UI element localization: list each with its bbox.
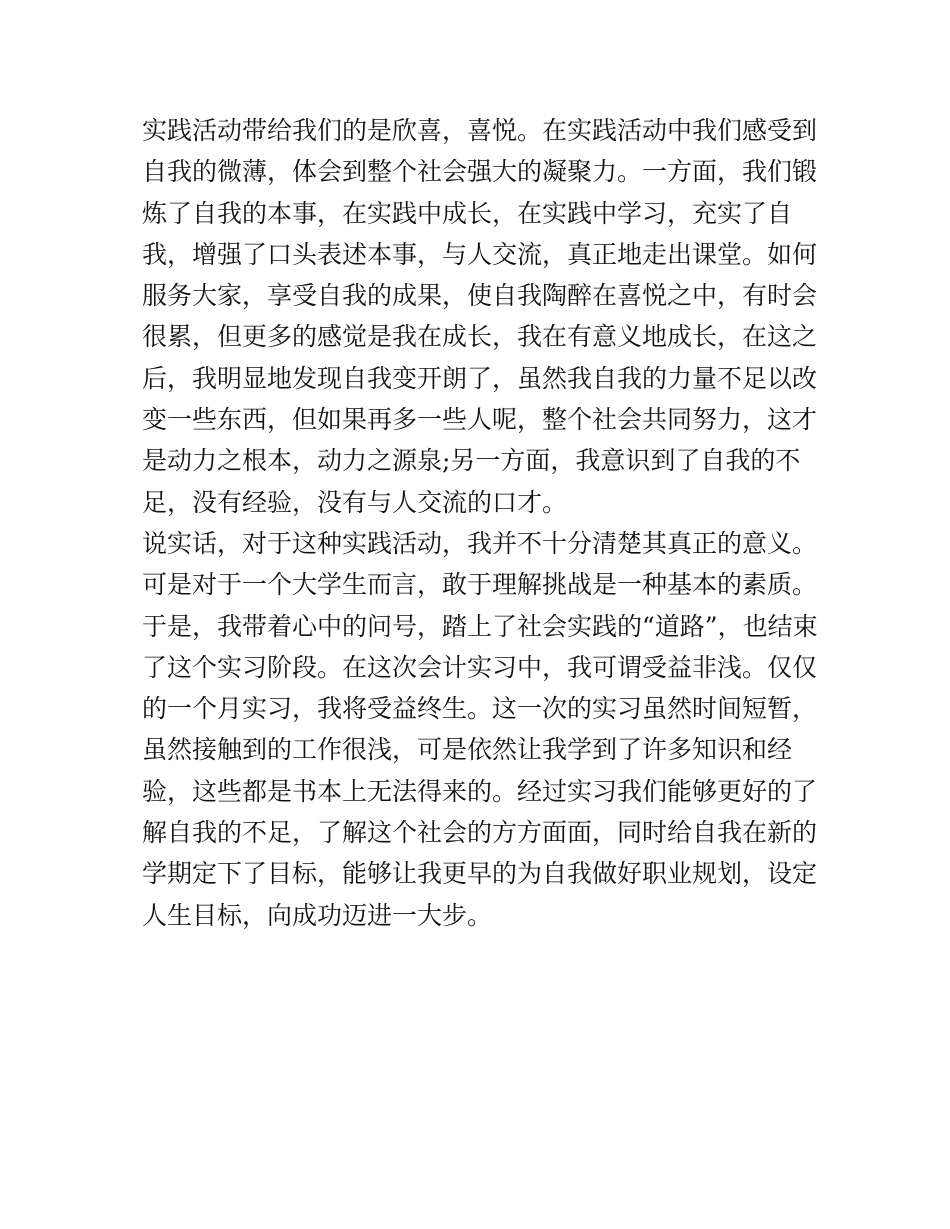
- text-line: 是动力之根本，动力之源泉;另一方面，我意识到了自我的不: [142, 446, 801, 476]
- text-line: 说实话，对于这种实践活动，我并不十分清楚其真正的意义。: [142, 528, 818, 558]
- text-line: 后，我明显地发现自我变开朗了，虽然我自我的力量不足以改: [142, 363, 818, 393]
- text-line: 服务大家，享受自我的成果，使自我陶醉在喜悦之中，有时会: [142, 281, 818, 311]
- text-line: 我，增强了口头表述本事，与人交流，真正地走出课堂。如何: [142, 239, 818, 269]
- text-line: 验，这些都是书本上无法得来的。经过实习我们能够更好的了: [142, 776, 818, 806]
- text-line: 实践活动带给我们的是欣喜，喜悦。在实践活动中我们感受到: [142, 116, 818, 145]
- text-line: 的一个月实习，我将受益终生。这一次的实习虽然时间短暂，: [142, 694, 818, 724]
- text-line: 足，没有经验，没有与人交流的口才。: [142, 487, 568, 517]
- text-line: 可是对于一个大学生而言，敢于理解挑战是一种基本的素质。: [142, 570, 818, 600]
- document-body: [142, 110, 818, 936]
- text-line: 变一些东西，但如果再多一些人呢，整个社会共同努力，这才: [142, 405, 818, 435]
- text-line: 解自我的不足，了解这个社会的方方面面，同时给自我在新的: [142, 818, 818, 848]
- text-line: 炼了自我的本事，在实践中成长，在实践中学习，充实了自: [142, 198, 793, 228]
- text-line: 于是，我带着心中的问号，踏上了社会实践的“道路”，也结束: [142, 611, 818, 641]
- text-line: 自我的微薄，体会到整个社会强大的凝聚力。一方面，我们锻: [142, 157, 818, 187]
- text-line: 很累，但更多的感觉是我在成长，我在有意义地成长，在这之: [142, 322, 818, 352]
- text-line: 了这个实习阶段。在这次会计实习中，我可谓受益非浅。仅仅: [142, 652, 818, 682]
- text-line: 人生目标，向成功迈进一大步。: [142, 900, 493, 930]
- text-line: 学期定下了目标，能够让我更早的为自我做好职业规划，设定: [142, 859, 818, 889]
- text-line: 虽然接触到的工作很浅，可是依然让我学到了许多知识和经: [142, 735, 793, 765]
